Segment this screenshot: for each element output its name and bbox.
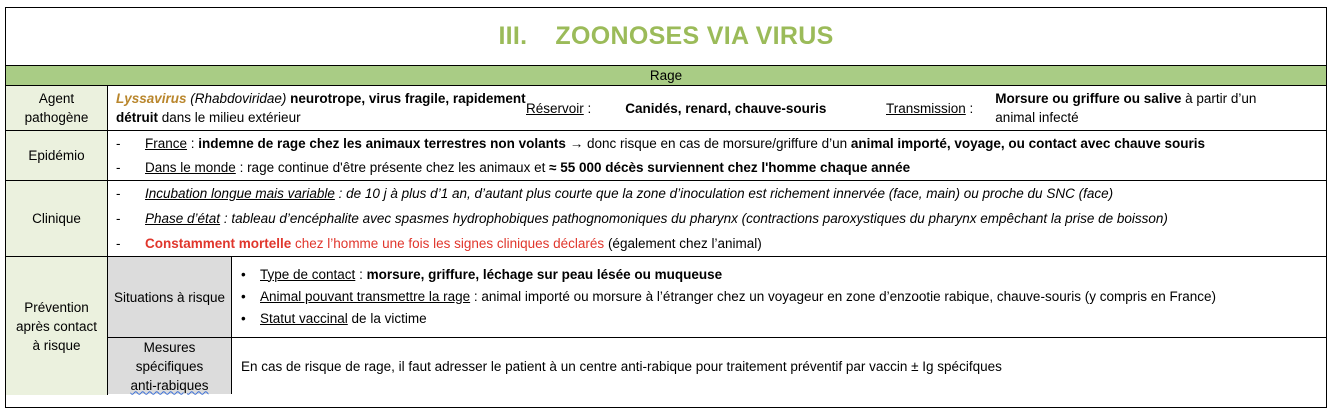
clinique-line-phase bbox=[116, 206, 1318, 231]
epidemio-france-status: indemne de rage chez les animaux terrestres non volants bbox=[198, 135, 566, 151]
reservoir-sep: : bbox=[583, 100, 592, 116]
transmission-rest: à partir d’un animal infecté bbox=[995, 91, 1257, 125]
agent-properties: neurotrope, virus fragile, rapidement détruit bbox=[116, 91, 526, 125]
list-item bbox=[232, 263, 1216, 285]
clinique-mortality-bold: Constamment mortelle bbox=[145, 236, 292, 251]
row-agent bbox=[6, 86, 1326, 131]
epidemio-line-france bbox=[116, 131, 1318, 156]
transmission-label: Transmission bbox=[886, 100, 966, 116]
rage-table bbox=[5, 7, 1327, 408]
arrow-icon: → bbox=[565, 135, 587, 151]
row-epidemio bbox=[6, 131, 1326, 181]
row-clinique bbox=[6, 181, 1326, 257]
transmission-sep: : bbox=[965, 100, 974, 116]
dash-marker: - bbox=[116, 236, 121, 251]
row-content-epidemio bbox=[108, 131, 1326, 180]
epidemio-monde-deaths: ≈ 55 000 décès surviennent chez l'homme chaque année bbox=[549, 160, 911, 176]
clinique-mortality-text: (également chez l’animal) bbox=[604, 236, 762, 251]
sep: : bbox=[187, 135, 199, 151]
title-text: ZOONOSES VIA VIRUS bbox=[555, 22, 834, 50]
situation-text: de la victime bbox=[347, 310, 427, 326]
subrow-mesures bbox=[108, 338, 1326, 394]
list-item bbox=[232, 307, 1216, 329]
situation-text: : bbox=[355, 266, 367, 282]
prevention-subtable bbox=[108, 257, 1326, 395]
section-header: Rage bbox=[6, 66, 1326, 86]
reservoir-value: Canidés, renard, chauve-souris bbox=[625, 100, 827, 116]
clinique-phase-text: : tableau d’encéphalite avec spasmes hydrophobiques pathognomoniques du pharynx (contractions paroxystiques du pharynx empêchant la prise de boisson) bbox=[220, 211, 1168, 226]
bullet-icon: • bbox=[241, 266, 246, 282]
title-number: III. bbox=[498, 22, 528, 50]
reservoir bbox=[526, 101, 886, 116]
clinique-incubation-text: : de 10 j à plus d’1 an, d’autant plus courte que la zone d’inoculation est richement innervée (face, main) ou proche du SNC (face) bbox=[334, 186, 1114, 201]
clinique-phase-label: Phase d’état bbox=[145, 211, 221, 226]
clinique-line-mortality bbox=[116, 231, 1318, 256]
dash-marker: - bbox=[116, 160, 121, 176]
page-title bbox=[498, 22, 833, 51]
reservoir-label: Réservoir bbox=[526, 100, 584, 116]
situation-label: Type de contact bbox=[260, 266, 356, 282]
agent-description bbox=[116, 89, 526, 127]
bullet-icon: • bbox=[241, 310, 246, 326]
situations-list bbox=[232, 257, 1216, 337]
situation-label: Animal pouvant transmettre la rage bbox=[260, 288, 471, 304]
mesures-text: En cas de risque de rage, il faut adresser le patient à un centre anti-rabique pour traitement préventif par vaccin ± Ig spécifques bbox=[241, 358, 1002, 374]
situation-bold: morsure, griffure, léchage sur peau lésée ou muqueuse bbox=[366, 266, 723, 282]
subrow-situations bbox=[108, 257, 1326, 338]
clinique-line-incubation bbox=[116, 181, 1318, 206]
situation-text: : animal importé ou morsure à l’étranger chez un voyageur en zone d’enzootie rabique, chauve-souris (y compris en France) bbox=[470, 288, 1216, 304]
transmission-value: Morsure ou griffure ou salive bbox=[995, 91, 1182, 106]
title-row bbox=[6, 8, 1326, 66]
agent-genus: Lyssavirus bbox=[116, 91, 187, 106]
sublabel-mesures bbox=[108, 338, 232, 394]
row-label-clinique: Clinique bbox=[6, 181, 108, 256]
epidemio-monde-text: : rage continue d'être présente chez les animaux et bbox=[235, 160, 550, 176]
mesures-label-2: anti-rabiques bbox=[130, 377, 209, 393]
epidemio-france-risk: animal importé, voyage, ou contact avec chauve souris bbox=[850, 135, 1205, 151]
dash-marker: - bbox=[116, 135, 121, 151]
sublabel-situations: Situations à risque bbox=[108, 257, 232, 337]
dash-marker: - bbox=[116, 211, 121, 226]
row-prevention bbox=[6, 257, 1326, 395]
row-content-clinique bbox=[108, 181, 1326, 256]
clinique-incubation-label: Incubation longue mais variable bbox=[145, 186, 335, 201]
clinique-mortality-red: chez l’homme une fois les signes cliniques déclarés bbox=[291, 236, 605, 251]
row-label-prevention: Prévention après contact à risque bbox=[6, 257, 108, 395]
epidemio-france-label: France bbox=[145, 135, 188, 151]
agent-family: (Rhabdoviridae) bbox=[186, 91, 291, 106]
list-item bbox=[232, 285, 1216, 307]
transmission bbox=[886, 89, 1285, 127]
row-content-agent bbox=[108, 86, 1326, 130]
row-label-agent: Agent pathogène bbox=[6, 86, 108, 130]
agent-properties-rest: dans le milieu extérieur bbox=[158, 110, 301, 125]
epidemio-line-monde bbox=[116, 156, 1318, 181]
dash-marker: - bbox=[116, 186, 121, 201]
bullet-icon: • bbox=[241, 288, 246, 304]
situation-label: Statut vaccinal bbox=[260, 310, 348, 326]
epidemio-monde-label: Dans le monde bbox=[145, 160, 236, 176]
mesures-label: Mesures spécifiques bbox=[135, 339, 204, 374]
row-label-epidemio: Epidémio bbox=[6, 131, 108, 180]
epidemio-france-text: donc risque en cas de morsure/griffure d’un bbox=[586, 135, 851, 151]
